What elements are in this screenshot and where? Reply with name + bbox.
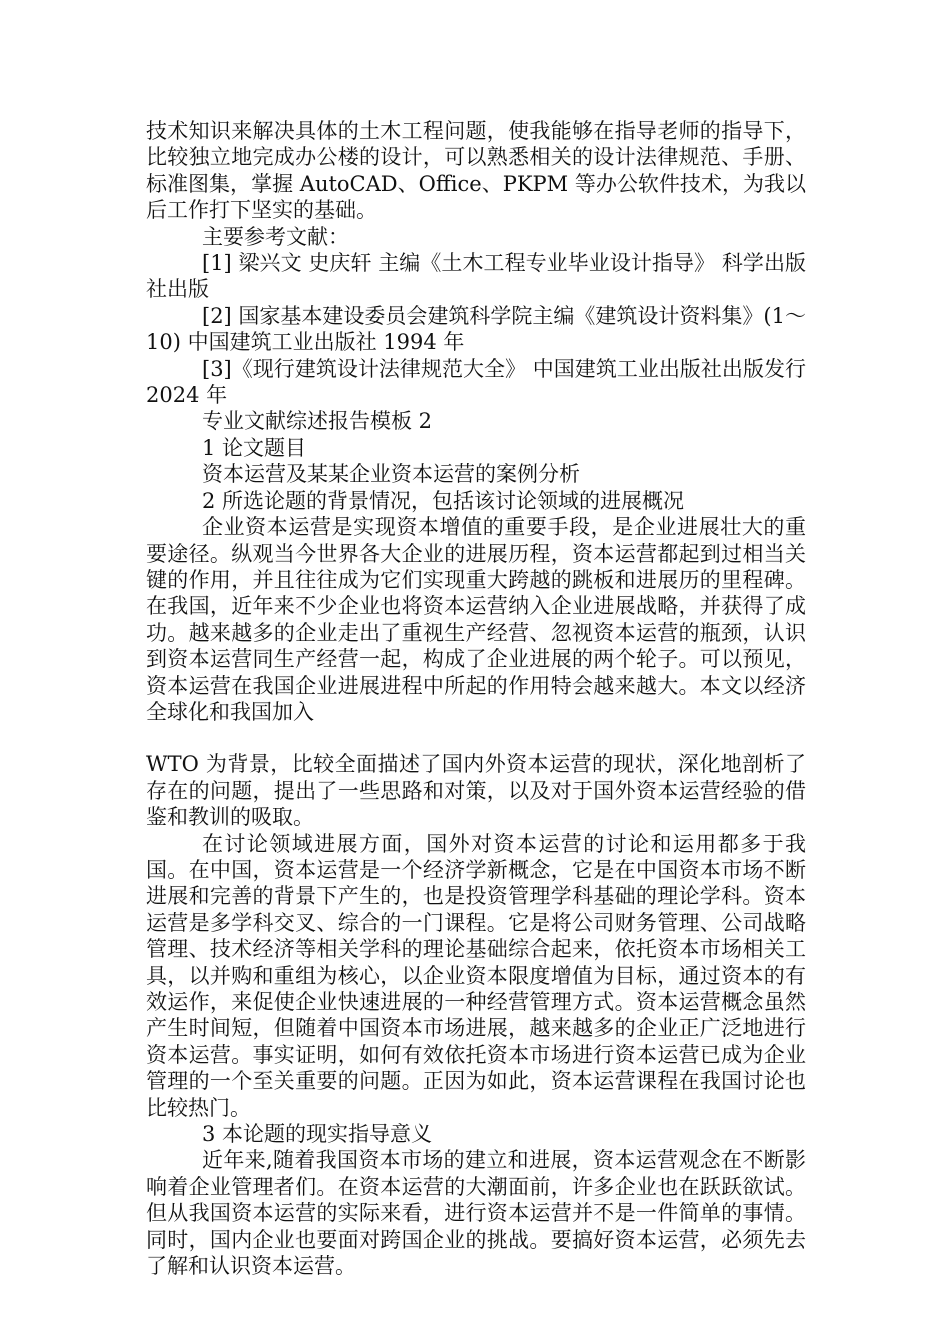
reference-item: [1] 梁兴文 史庆轩 主编《土木工程专业毕业设计指导》 科学出版社出版 bbox=[146, 251, 806, 302]
document-body bbox=[146, 118, 806, 1279]
paragraph: 近年来,随着我国资本市场的建立和进展，资本运营观念在不断影响着企业管理者们。在资本运营的大潮面前，许多企业也在跃跃欲试。但从我国资本运营的实际来看，进行资本运营并不是一件简单的事情。同时，国内企业也要面对跨国企业的挑战。要搞好资本运营，必须先去了解和认识资本运营。 bbox=[146, 1148, 806, 1279]
paper-title: 资本运营及某某企业资本运营的案例分析 bbox=[202, 462, 580, 487]
template-title: 专业文献综述报告模板 2 bbox=[202, 409, 433, 434]
paragraph: 在讨论领域进展方面，国外对资本运营的讨论和运用都多于我国。在中国，资本运营是一个经济学新概念，它是在中国资本市场不断进展和完善的背景下产生的，也是投资管理学科基础的理论学科。资本运营是多学科交叉、综合的一门课程。它是将公司财务管理、公司战略管理、技术经济等相关学科的理论基础综合起来，依托资本市场相关工具，以并购和重组为核心，以企业资本限度增值为目标，通过资本的有效运作，来促使企业快速进展的一种经营管理方式。资本运营概念虽然产生时间短，但随着中国资本市场进展，越来越多的企业正广泛地进行资本运营。事实证明，如何有效依托资本市场进行资本运营已成为企业管理的一个至关重要的问题。正因为如此，资本运营课程在我国讨论也比较热门。 bbox=[146, 831, 806, 1120]
section-heading: 2 所选论题的背景情况，包括该讨论领域的进展概况 bbox=[202, 488, 685, 513]
paragraph-gap bbox=[146, 725, 806, 751]
section-heading: 1 论文题目 bbox=[202, 435, 307, 460]
reference-item: [3]《现行建筑设计法律规范大全》 中国建筑工业出版社出版发行 2024 年 bbox=[146, 356, 806, 408]
paragraph: 企业资本运营是实现资本增值的重要手段，是企业进展壮大的重要途径。纵观当今世界各大企业的进展历程，资本运营都起到过相当关键的作用，并且往往成为它们实现重大跨越的跳板和进展历的里程碑。在我国，近年来不少企业也将资本运营纳入企业进展战略，并获得了成功。越来越多的企业走出了重视生产经营、忽视资本运营的瓶颈，认识到资本运营同生产经营一起，构成了企业进展的两个轮子。可以预见，资本运营在我国企业进展进程中所起的作用特会越来越大。本文以经济全球化和我国加入 bbox=[146, 515, 806, 724]
reference-item: [2] 国家基本建设委员会建筑科学院主编《建筑设计资料集》(1～10) 中国建筑工业出版社 1994 年 bbox=[146, 303, 806, 355]
references-heading: 主要参考文献： bbox=[202, 224, 349, 249]
section-heading: 3 本论题的现实指导意义 bbox=[202, 1122, 433, 1147]
paragraph: 技术知识来解决具体的土木工程问题，使我能够在指导老师的指导下，比较独立地完成办公楼的设计，可以熟悉相关的设计法律规范、手册、标准图集，掌握 AutoCAD、Office、PKPM 等办公软件技术，为我以后工作打下坚实的基础。 bbox=[146, 119, 806, 223]
paragraph: WTO 为背景，比较全面描述了国内外资本运营的现状，深化地剖析了存在的问题，提出了一些思路和对策，以及对于国外资本运营经验的借鉴和教训的吸取。 bbox=[146, 752, 806, 830]
